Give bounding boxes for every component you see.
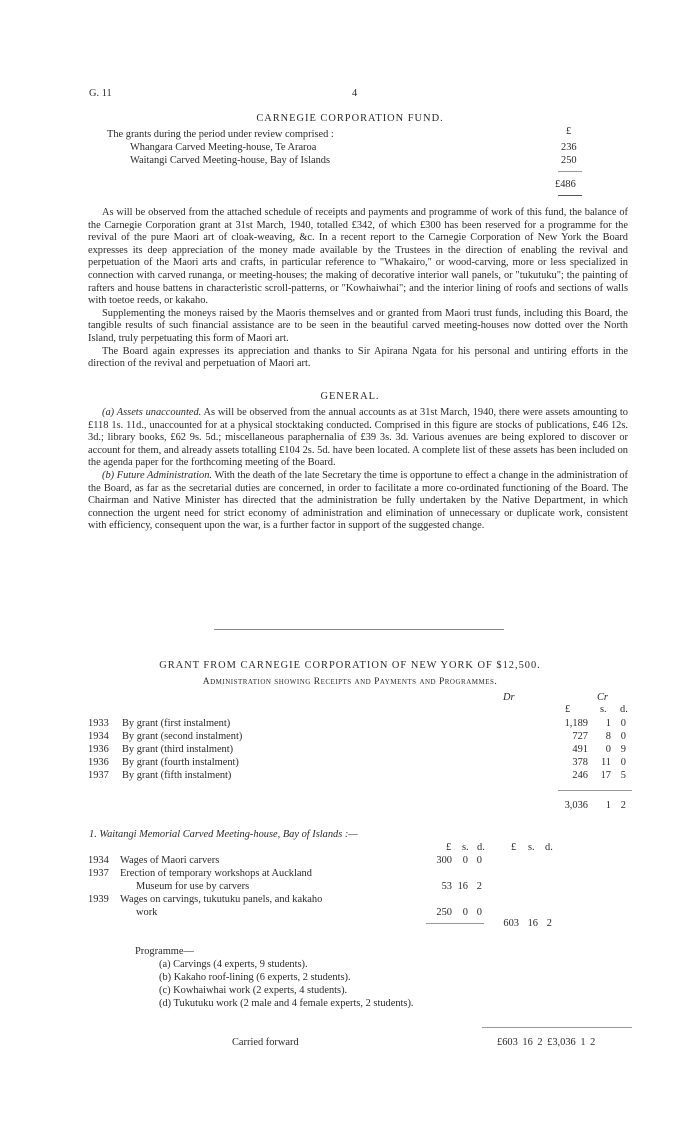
row-pounds: 727 [572, 731, 588, 742]
row-shillings: 0 [462, 907, 468, 918]
row-pence: 0 [620, 757, 626, 768]
payment-row-continued [88, 881, 648, 894]
row-shillings: 17 [600, 770, 611, 781]
item-text: As will be observed from the annual accounts as at 31st March, 1940, there were assets amounting to £118 1s. 11d., unaccounted for at a physical stocktaking conducted. Comprised in this figure are stocks of publications, £46 12s. 3d.; library books, £62 9s. 5d.; miscellaneous paraphernalia of £39 3s. 3d. Various avenues are being explored to discover or account for them, and already assets totalling £104 2s. 5d. have been located. A complete list of these assets has been included on the agenda paper for the forthcoming meeting of the Board. [88, 407, 628, 469]
row-pounds: 1,189 [564, 718, 588, 729]
general-item-b [88, 470, 628, 533]
section-divider [214, 629, 504, 630]
row-year: 1937 [88, 868, 109, 879]
payment-row [88, 855, 648, 868]
pence-heading: d. [620, 704, 628, 715]
pounds-heading: £ [565, 704, 571, 715]
item-label: (b) Future Administration. [102, 469, 213, 481]
total-shillings: 16 [527, 918, 538, 929]
programme-item: (b) Kakaho roof-lining (6 experts, 2 students). [159, 972, 351, 983]
total-pounds: 3,036 [564, 800, 588, 811]
row-year: 1936 [88, 757, 109, 768]
carried-forward-totals: £603 16 2 £3,036 1 2 [497, 1037, 596, 1048]
row-shillings: 0 [605, 744, 611, 755]
document-code: G. 11 [89, 88, 112, 99]
row-year: 1937 [88, 770, 109, 781]
row-pounds: 53 [441, 881, 452, 892]
grant-label: Whangara Carved Meeting-house, Te Araroa [130, 142, 317, 153]
general-body [88, 407, 628, 533]
receipt-row [88, 770, 648, 783]
programme-item: (a) Carvings (4 experts, 9 students). [159, 959, 308, 970]
total-rule [558, 195, 582, 196]
shillings-heading: s. [600, 704, 607, 715]
programme-item: (c) Kowhaiwhai work (2 experts, 4 students). [159, 985, 348, 996]
carried-rule [482, 1027, 632, 1028]
grant-amount: 250 [561, 155, 577, 166]
row-shillings: 1 [605, 718, 611, 729]
row-pence: 0 [476, 855, 482, 866]
row-pence: 0 [620, 718, 626, 729]
row-label: By grant (fourth instalment) [122, 757, 239, 768]
row-pounds: 378 [572, 757, 588, 768]
row-label: Erection of temporary workshops at Auckland [120, 868, 312, 879]
programme-item: (d) Tukutuku work (2 male and 4 female experts, 2 students). [159, 998, 414, 1009]
row-pence: 5 [620, 770, 626, 781]
receipt-row [88, 744, 648, 757]
payment-row [88, 894, 648, 907]
row-label: By grant (first instalment) [122, 718, 231, 729]
row-label: Wages on carvings, tukutuku panels, and kakaho [120, 894, 323, 905]
general-item-a [88, 407, 628, 470]
fund-body [88, 207, 628, 371]
receipt-row [88, 731, 648, 744]
currency-symbol: £ [566, 126, 572, 137]
fund-intro: The grants during the period under review comprised : [107, 129, 334, 140]
statement-subtitle: Administration showing Receipts and Payments and Programmes. [202, 677, 498, 687]
row-shillings: 16 [457, 881, 468, 892]
paragraph: Supplementing the moneys raised by the Maoris themselves and or granted from Maori trust funds, including this Board, the tangible results of such financial assistance are to be seen in the beautiful carved meeting-houses now dotted over the North Island, truly perpetuating this form of Maori art. [88, 307, 628, 344]
row-label: By grant (second instalment) [122, 731, 243, 742]
row-label: By grant (fifth instalment) [122, 770, 232, 781]
sub-pounds-heading: £ [446, 842, 452, 853]
row-shillings: 8 [605, 731, 611, 742]
row-pence: 9 [620, 744, 626, 755]
receipt-row [88, 718, 648, 731]
row-label: Wages of Maori carvers [120, 855, 220, 866]
sum-rule [558, 171, 582, 172]
sub-pence-heading: d. [477, 842, 485, 853]
carried-forward-label: Carried forward [232, 1037, 299, 1048]
total-shillings: 1 [605, 800, 611, 811]
item-label: (a) Assets unaccounted. [102, 407, 202, 418]
fund-title: CARNEGIE CORPORATION FUND. [256, 113, 444, 124]
row-pence: 0 [476, 907, 482, 918]
dr-shillings-heading: s. [528, 842, 535, 853]
grant-amount: 236 [561, 142, 577, 153]
row-label: By grant (third instalment) [122, 744, 234, 755]
row-year: 1934 [88, 855, 109, 866]
payments-total-row [88, 918, 648, 931]
row-pounds: 300 [436, 855, 452, 866]
row-year: 1933 [88, 718, 109, 729]
row-year: 1936 [88, 744, 109, 755]
grant-label: Waitangi Carved Meeting-house, Bay of Islands [130, 155, 330, 166]
total-pence: 2 [620, 800, 626, 811]
debit-heading: Dr [503, 692, 515, 703]
row-pounds: 250 [436, 907, 452, 918]
statement-title: GRANT FROM CARNEGIE CORPORATION OF NEW YORK OF $12,500. [159, 660, 541, 671]
page-number: 4 [352, 88, 358, 99]
row-year: 1934 [88, 731, 109, 742]
paragraph: As will be observed from the attached schedule of receipts and payments and programme of work of this fund, the balance of the Carnegie Corporation grant at 31st March, 1940, totalled £342, of which £300 has been reserved for a programme for the revival of the pure Maori art of cloak-weaving, &c. In a recent report to the Carnegie Corporation of New York the Board expresses its deep appreciation of the money made available by the Trustees in the direction of enabling the revival and perpetuation of the Maori arts and crafts, in particular reference to "Whakairo," or wood-carving, more or less specialized in connection with carved runanga, or meeting-houses; the making of decorative interior wall panels, or "tukutuku"; the painting of rafters and house battens in characteristic scroll-patterns, or "Kowhaiwhai"; and the interior lining of roofs and sections of walls with toetoe reeds, or kakaho. [88, 207, 628, 307]
dr-pounds-heading: £ [511, 842, 517, 853]
row-shillings: 0 [462, 855, 468, 866]
row-pence: 2 [476, 881, 482, 892]
row-shillings: 11 [600, 757, 611, 768]
item-text: With the death of the late Secretary the time is opportune to effect a change in the administration of the Board, as far as the secretarial duties are concerned, in order to facilitate a more co-ordinated functioning of the Board. The Chairman and Native Minister has directed that the administration be fully undertaken by the Native Department, in which connection the urgent need for strict economy of administration and elimination of unnecessary or duplicate work, consistent with efficiency, consequent upon the war, is a further factor in support of the suggested change. [88, 469, 628, 532]
dr-pence-heading: d. [545, 842, 553, 853]
receipt-row [88, 757, 648, 770]
credit-heading: Cr [597, 692, 608, 703]
payment-row [88, 868, 648, 881]
receipts-total-row [88, 800, 648, 813]
row-pounds: 246 [572, 770, 588, 781]
receipts-rule [558, 790, 632, 791]
paragraph: The Board again expresses its appreciation and thanks to Sir Apirana Ngata for his personal and untiring efforts in the direction of the revival and perpetuation of Maori art. [88, 345, 628, 370]
total-pence: 2 [546, 918, 552, 929]
fund-total: £486 [555, 179, 576, 190]
total-pounds: 603 [503, 918, 519, 929]
row-pounds: 491 [572, 744, 588, 755]
row-label: Museum for use by carvers [136, 881, 250, 892]
section1-title: 1. Waitangi Memorial Carved Meeting-house, Bay of Islands :— [89, 829, 358, 840]
programme-title: Programme— [135, 946, 194, 957]
row-pence: 0 [620, 731, 626, 742]
general-title: GENERAL. [320, 391, 380, 402]
row-year: 1939 [88, 894, 109, 905]
row-label: work [136, 907, 158, 918]
sub-shillings-heading: s. [462, 842, 469, 853]
